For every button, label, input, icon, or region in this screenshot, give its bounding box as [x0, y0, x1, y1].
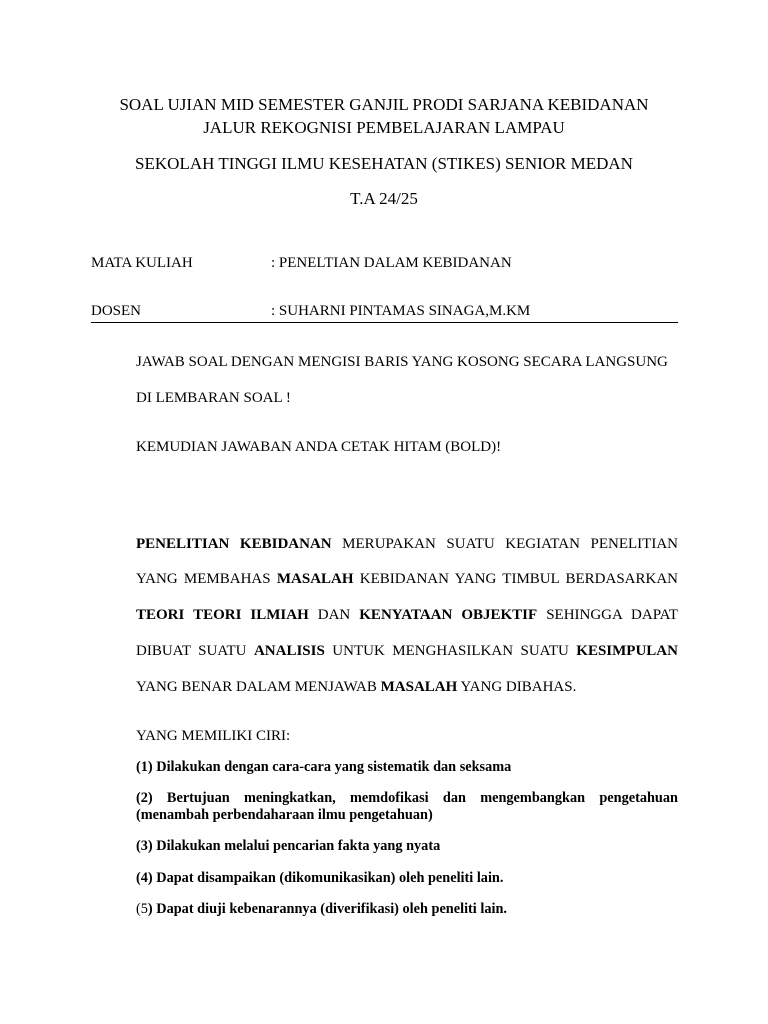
paragraph-text: YANG MEMBAHAS: [136, 571, 277, 587]
characteristic-item-3: (3) Dilakukan melalui pencarian fakta yang nyata: [136, 838, 441, 854]
paragraph-text: DIBUAT SUATU: [136, 643, 254, 659]
paragraph-text: YANG BENAR DALAM MENJAWAB: [136, 679, 381, 695]
paragraph-text: KEBIDANAN YANG TIMBUL BERDASARKAN: [353, 571, 678, 587]
header-divider: [91, 322, 678, 323]
paragraph-line-4: [136, 643, 678, 660]
term-masalah: MASALAH: [380, 679, 458, 695]
term-kesimpulan: KESIMPULAN: [576, 643, 678, 659]
paragraph-line-1: [136, 536, 678, 553]
institution-name: SEKOLAH TINGGI ILMU KESEHATAN (STIKES) SENIOR MEDAN: [135, 154, 633, 173]
characteristic-item-5: [136, 901, 678, 918]
exam-title-line-1: SOAL UJIAN MID SEMESTER GANJIL PRODI SARJANA KEBIDANAN: [119, 95, 649, 114]
term-kenyataan-objektif: KENYATAAN OBJEKTIF: [359, 607, 538, 623]
term-analisis: ANALISIS: [253, 643, 325, 659]
instruction-line-3: KEMUDIAN JAWABAN ANDA CETAK HITAM (BOLD)!: [136, 439, 502, 455]
term-masalah: MASALAH: [276, 571, 354, 587]
paragraph-text: UNTUK MENGHASILKAN SUATU: [324, 643, 577, 659]
characteristic-item-2: (2) Bertujuan meningkatkan, memdofikasi dan mengembangkan pengetahuan (menambah perbendaharaan ilmu pengetahuan): [136, 790, 678, 823]
characteristics-heading: YANG MEMILIKI CIRI:: [136, 728, 291, 744]
characteristic-item-1: (1) Dilakukan dengan cara-cara yang sistematik dan seksama: [136, 759, 512, 775]
term-penelitian-kebidanan: PENELITIAN KEBIDANAN: [136, 536, 332, 552]
exam-title-line-2: JALUR REKOGNISI PEMBELAJARAN LAMPAU: [203, 118, 565, 137]
term-teori-ilmiah: TEORI TEORI ILMIAH: [136, 607, 309, 623]
instruction-line-2: DI LEMBARAN SOAL !: [136, 390, 291, 406]
paragraph-text: MERUPAKAN SUATU KEGIATAN PENELITIAN: [331, 536, 678, 552]
item-number: (5: [136, 901, 148, 917]
lecturer-label: DOSEN: [91, 303, 142, 319]
course-label: MATA KULIAH: [91, 255, 193, 271]
item-text: ) Dapat diuji kebenarannya (diverifikasi) oleh peneliti lain.: [147, 901, 507, 917]
lecturer-value: : SUHARNI PINTAMAS SINAGA,M.KM: [271, 303, 531, 319]
paragraph-text: DAN: [308, 607, 360, 623]
paragraph-line-3: [136, 607, 678, 624]
paragraph-text: SEHINGGA DAPAT: [537, 607, 678, 623]
paragraph-line-2: [136, 571, 678, 588]
course-value: : PENELTIAN DALAM KEBIDANAN: [271, 255, 512, 271]
characteristic-item-4: (4) Dapat disampaikan (dikomunikasikan) oleh peneliti lain.: [136, 870, 504, 886]
paragraph-line-5: [136, 679, 678, 696]
paragraph-text: YANG DIBAHAS.: [457, 679, 577, 695]
academic-year: T.A 24/25: [350, 189, 418, 208]
instruction-line-1: JAWAB SOAL DENGAN MENGISI BARIS YANG KOSONG SECARA LANGSUNG: [136, 354, 668, 370]
